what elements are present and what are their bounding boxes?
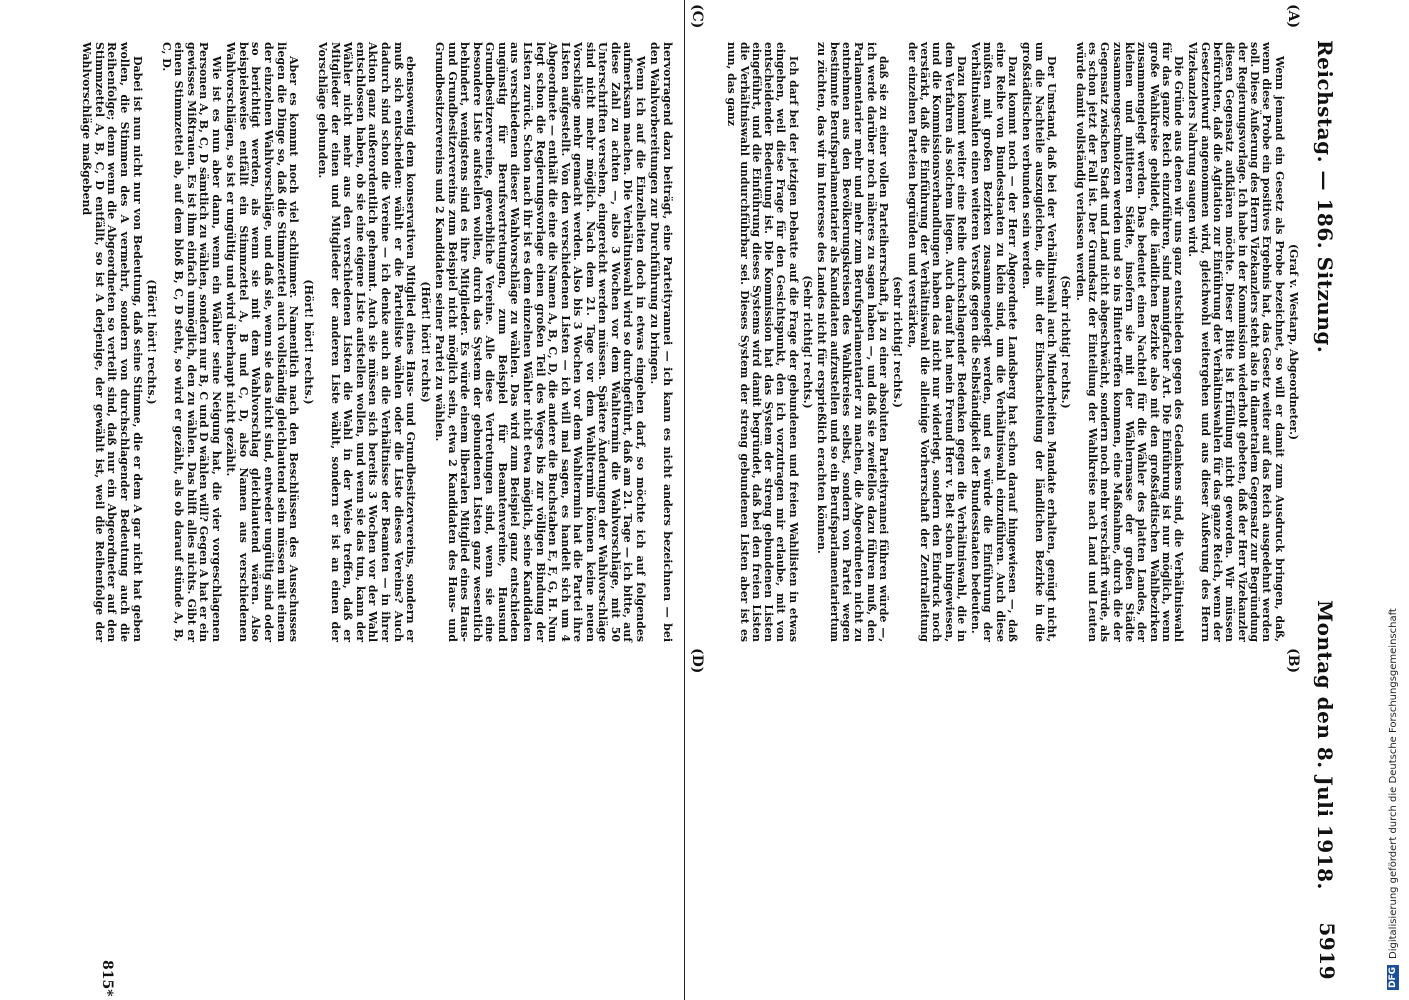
paragraph: hervorragend dazu beiträgt, eine Parteityrannei — ich kann es nicht anders bezeichnen — bei den Wahlvorbereitungen zur Durchführung zu bringen. <box>648 42 674 642</box>
dfg-logo-icon: DFG <box>1388 966 1398 988</box>
paragraph: Dazu kommt noch — der Herr Abgeordnete Landsberg hat schon darauf hingewiesen —, daß eine Reihe von Bundesstaaten zu klein sind, um die Verhältniswahl einzuführen. Auch diese müßten mit großen Bezirken zusammengelegt werden, und es würde die Einführung der Verhältniswahlen einen weiteren Verstoß gegen die Selbständigkeit der Bundesstaaten bedeuten. <box>969 42 1020 642</box>
session-date: Montag den 8. Juli 1918. <box>1313 600 1337 891</box>
interjection: (Sehr richtig! rechts.) <box>1059 275 1073 409</box>
column-divider <box>684 0 685 1000</box>
paragraph: Wie ist es nun aber dann, wenn ein Wähler seine Neigung hat, die vier vorgeschlagenen Personen A, B, C, D sämtlich zu wählen, sondern nur B, C und D wählen will? Gegen A hat er ein gewisses Mißtrauen. Es ist ihm einfach unmöglich, den zu wählen. Das hilft alles nichts. Gibt er einen Stimmzettel ab, auf dem bloß B, C, D steht, so wird er gezählt, als ob darauf stünde A, B, C, D. <box>159 42 223 642</box>
interjection: (Hört! hört! rechts.) <box>145 279 159 405</box>
right-text-column <box>73 42 673 642</box>
interjection: (Hört! hört! rechts.) <box>301 279 315 405</box>
paragraph: Wenn jemand ein Gesetz als Probe bezeichnet, so will er damit zum Ausdruck bringen, daß, wenn diese Probe ein positives Ergebnis hat, das Gesetz weiter auf das Reich ausgedehnt werden soll. Diese Äußerung des Herrn Vizekanzlers steht also in diametralem Gegensatz zur Begründung der Regierungsvorlage. Ich habe in der Kommission wiederholt gebeten, daß der Herr Vizekanzler diesen Gegensatz aufklären möchte. Dieser Bitte ist Erfüllung nicht geworden. Wir müssen befürchten, daß die Agitation zur Einführung der Verhältniswahlen für das ganze Reich, wenn der Gesetzentwurf angenommen wird, gleichwohl weitergehen und aus dieser Äußerung des Herrn Vizekanzlers Nahrung saugen wird. <box>1186 42 1286 642</box>
interjection: (sehr richtig! rechts.) <box>891 276 905 408</box>
rotated-newspaper-page <box>55 0 1345 1000</box>
interjection: (Graf v. Westarp, Abgeordneter.) <box>1287 244 1300 440</box>
paragraph: ebensowenig dem konservativen Mitglied eines Haus- und Grundbesitzervereins, sondern er muß sich entscheiden: wählt er die Parteiliste wählen oder die Liste dieses Vereins? Auch dadurch sind schon die Vereine — ich denke auch an die Verhältnisse der Beamten — in ihrer Aktion ganz außerordentlich gehemmt. Auch sie müssen sich bereits 3 Wochen vor der Wahl entschlossen haben, ob sie eine eigene Liste aufstellen wollen, und wenn sie das tun, kann der Wähler nicht mehr aus den verschiedenen Listen die Wahl in der Weise treffen, daß er Mitglieder der einen und Mitglieder der anderen Liste wählt, sondern er ist an einen der Vorschläge gebunden. <box>316 42 418 642</box>
sitting-title: Reichstag. — 186. Sitzung. <box>1313 40 1337 354</box>
paragraph: Dabei ist nun nicht nur von Bedeutung, daß seine Stimme, die er dem A gar nicht hat geben wollen, die Stimmen des A vermehrt, sondern von durchschlagender Bedeutung auch die Reihenfolge; denn wenn die Abgeordneten so verteilt sind, daß nur ein Abgeordneter auf den Stimmzettel A, B, C, D entfällt, so ist A derjenige, der gewählt ist, weil die Reihenfolge der Wahlvorschläge maßgebend <box>80 42 144 642</box>
paragraph: Wenn ich auf die Einzelheiten doch in etwas eingehen darf, so möchte ich auf folgendes aufmerksam machen. Die Verhältniswahl wird so durchgeführt, daß am 21. Tage — ich bitte, auf diese Zahl zu achten —, also 3 Wochen vor dem Wahltermin die Wahlvorschläge, mit 50 Unterschriften versehen, eingereicht werden müssen. Spätere Änderungen der Wahlvorschläge sind nicht mehr möglich. Nach dem 21. Tage vor dem Wahltermin können keine neuen Vorschläge mehr gemacht werden. Also bis 3 Wochen vor dem Wahltermin hat die Partei ihre Listen aufgestellt. Von den verschiedenen Listen — ich will mal sagen, es handelt sich um 4 Abgeordnete — enthält die eine die Namen A, B, C, D, die andere die Buchstaben E, F, G, H. Nun legt schon die Regierungsvorlage einen großen Teil des Weges bis zur völligen Bindung der Listen zurück. Schon nach ihr ist es dem einzelnen Wähler nicht etwa möglich, seine Kandidaten aus verschiedenen dieser Wahlvorschläge zu wählen. Das wird zum Beispiel ganz entschieden ungünstig für Berufsvertretungen, zum Beispiel für Beamtenvereine, Hausund Grundbesitzervereine, gewerbliche Vereine. Alle diese Vertretungen sind, wenn sie eine besondere Liste aufstellen wollen, durch das System der gebundenen Listen ganz wesentlich behindert, wenigstens sind es ihre Mitglieder. Es würde einem liberalen Mitglied eines Haus- und Grundbesitzervereins zum Beispiel nicht möglich sein, etwa 2 Kandidaten des Haus- und Grundbesitzervereins und 2 Kandidaten seiner Partei zu wählen. <box>433 42 647 642</box>
margin-marker-b: (B) <box>1285 648 1301 674</box>
margin-marker-c: (C) <box>689 4 705 29</box>
page-number: 5919 <box>1315 922 1339 980</box>
paragraph: Ich darf bei der jetzigen Debatte auf die Frage der gebundenen und freien Wahllisten in etwas eingehen, weil diese Frage für den Gesichtspunkt, den ich vorzutragen mir erlaube, mit von entscheidender Bedeutung ist. Die Kommission hat das System der streng gebundenen Listen eingeführt, und die Einführung dieses Systems wird damit begründet, daß bei den freien Listen die Verhältniswahl undurchführbar sei. Dieses System der streng gebundenen Listen aber ist es nun, das ganz <box>725 42 800 642</box>
interjection: (Hört! hört! rechts) <box>418 281 432 403</box>
margin-marker-a: (A) <box>1285 4 1301 29</box>
paragraph: Die Gründe aus denen wir uns ganz entschieden gegen des Gedankens sind, die Verhältniswahl für das ganze Reich einzuführen, sind mannigfacher Art. Die Einführung ist nur möglich, wenn große Wahlkreise gebildet, die ländlichen Bezirke also mit den großstädtischen Wahlbezirken zusammengelegt werden. Das bedeutet einen Nachteil für die Wähler des platten Landes, der kleinen und mittleren Städte, insofern sie mit der Wählermasse der großen Städte zusammengeschmolzen werden und so ins Hintertreffen kommen, eine Maßnahme, durch die der Gegensatz zwischen Stadt und Land nicht abgeschwächt, sondern noch mehr verschärft würde, als es schon jetzt der Fall ist. Der Grundsatz der Einteilung der Wahlkreise nach Land und Leuten würde damit vollständig verlassen werden. <box>1073 42 1186 642</box>
paragraph: Der Umstand, daß bei der Verhältniswahl auch Minderheiten Mandate erhalten, genügt nicht, um die Nachteile auszugleichen, die mit der Einschachtelung der ländlichen Bezirke in die großstädtischen verbunden sein werden. <box>1020 42 1059 642</box>
paragraph: Aber es kommt noch viel schlimmer. Namentlich nach den Beschlüssen des Ausschusses liegen die Dinge so, daß die Stimmzettel auch vollständig gleichlautend sein müssen mit einem der einzelnen Wahlvorschläge, und daß sie, wenn sie das nicht sind, entweder ungültig sind oder so berichtigt werden, als wenn sie mit dem Wahlvorschlag gleichlautend wären. Also beispielsweise entfällt ein Stimmzettel A, B und C, D, also Namen aus verschiedenen Wahlvorschlägen, so ist er ungültig und wird überhaupt nicht gezählt. <box>224 42 301 642</box>
left-text-column <box>701 42 1301 642</box>
margin-marker-d: (D) <box>689 648 705 674</box>
paragraph: daß sie zu einer vollen Parteiherrschaft, ja zu einer absoluten Parteityrannei führen würde —, ich werde darüber noch näheres zu sagen haben —, und daß sie zweifellos dazu führen muß, den Parlamentarier mehr und mehr zum Berufsparlamentarier zu machen, die Abgeordneten nicht zu entnehmen aus den Bevölkerungskreisen des Wahlkreises selbst, sondern von Partei wegen bestimmte Berufsparlamentarier als Kandidaten aufzustellen und so ein Berufsparlamentariertum zu züchten, das wir im Interesse des Landes nicht für ersprießlich erachten können. <box>815 42 890 642</box>
digitization-credit <box>1349 10 1399 990</box>
digitization-credit-text: Digitalisierung gefördert durch die Deutsche Forschungsgemeinschaft <box>1388 608 1399 959</box>
paragraph: Dazu kommt weiter eine Reihe durchschlagender Bedenken gegen die Verhältniswahl, die in dem Verfahren als solchem liegen. Auch darauf hat mein Freund Herr v. Belt schon hingewiesen, und die Kommissionsverhandlungen haben das nicht nur widerlegt, sondern den Eindruck noch verstärkt, daß die Einführung der Verhältniswahl die alleinige Vorherrschaft der Zentralleitung der einzelnen Parteien begründen und verstärken, <box>905 42 968 642</box>
signature-mark: 815* <box>99 960 115 997</box>
interjection: (Sehr richtig! rechts.) <box>801 275 815 409</box>
page-header <box>1309 40 1339 980</box>
